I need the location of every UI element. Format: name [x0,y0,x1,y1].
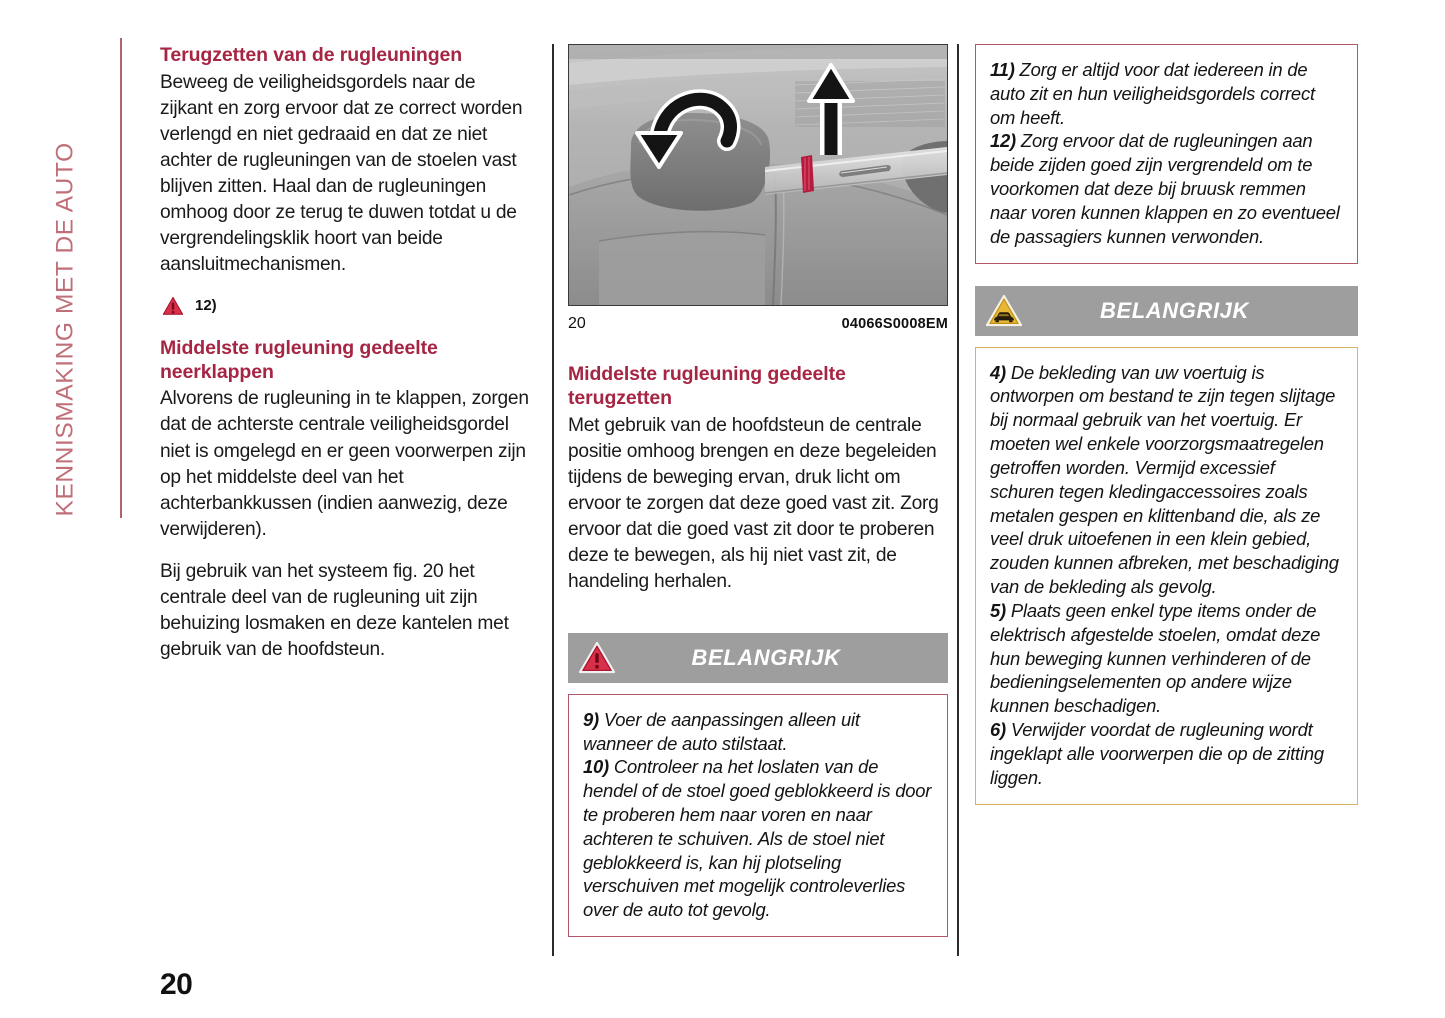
item-text: Voer de aanpassingen alleen uit wanneer de auto stilstaat. [583,708,860,754]
important-item [583,708,933,756]
note-item [990,58,1343,129]
item-lead: 6) [990,719,1006,741]
item-lead: 10) [583,756,609,778]
red-warning-triangle-icon [576,639,618,677]
middle-important-title: BELANGRIJK [691,644,841,670]
middle-paragraph-1: Met gebruik van de hoofdsteun de centrale positie omhoog brengen en deze begeleiden tijdens de beweging ervan, druk licht om ervoor te zorgen dat deze goed vast zit. Zorg ervoor dat die goed vast zit door te proberen deze te bewegen, als hij niet vast zit, de handeling herhalen. [568,414,939,592]
right-column [975,44,1358,805]
figure-caption [568,315,948,333]
important-item [990,718,1343,789]
left-heading-1: Terugzetten van de rugleuningen [160,44,463,66]
middle-column [568,44,948,937]
red-warning-triangle-icon [160,294,186,317]
left-paragraph-1: Beweeg de veiligheidsgordels naar de zijkant en zorg ervoor dat ze correct worden verlengd en niet gedraaid en dat ze niet achter de rugleuningen van de stoelen vast blijven zitten. Haal dan de rugleuningen omhoog door ze terug te duwen totdat u de vergrendelingsklik hoort van beide aansluitmechanismen. [160,71,523,275]
rear-seat-headrest-photo [568,44,948,306]
page-number: 20 [160,968,193,1001]
item-lead: 11) [990,59,1015,80]
column-divider-1 [552,44,554,956]
item-lead: 5) [990,599,1006,621]
right-important-box [975,347,1358,805]
middle-heading-1: Middelste rugleuning gedeelte terugzetten [568,363,846,409]
middle-important-header [568,633,948,683]
middle-important-box [568,694,948,937]
important-item [583,755,933,922]
item-lead: 9) [583,708,599,730]
section-tab-rule [120,38,122,518]
item-text: Zorg er altijd voor dat iedereen in de auto zit en hun veiligheidsgordels correct om heeft. [990,59,1315,128]
item-text: Plaats geen enkel type items onder de elektrisch afgestelde stoelen, omdat deze hun beweging kunnen verhinderen of de bedieningselementen op andere wijze kunnen beschadigen. [990,599,1321,717]
important-item [990,361,1343,599]
figure-code: 04066S0008EM [841,316,948,332]
left-column [160,44,532,663]
figure-block [568,44,948,333]
column-divider-2 [957,44,959,956]
item-lead: 4) [990,361,1006,383]
left-paragraph-3: Bij gebruik van het systeem fig. 20 het centrale deel van de rugleuning uit zijn behuizing losmaken en deze kantelen met gebruik van de hoofdsteun. [160,560,509,660]
right-important-header [975,286,1358,336]
yellow-vehicle-warning-triangle-icon [983,292,1025,330]
item-text: De bekleding van uw voertuig is ontworpen om bestand te zijn tegen slijtage bij normaal gebruik van het voertuig. Er moeten wel enkele voorzorgsmaatregelen getroffen worden. Vermijd excessief schuren tegen kledingaccessoires zoals metalen gespen en klittenband die, als ze veel druk uitoefenen in een klein gebied, zouden kunnen afbreken, met beschadiging van de bekleding als gevolg. [990,361,1339,598]
right-important-title: BELANGRIJK [1099,297,1249,323]
left-heading-2: Middelste rugleuning gedeelte neerklappen [160,336,438,383]
left-warning-number: 12) [195,296,217,314]
right-notes-box [975,44,1358,264]
item-lead: 12) [990,130,1016,152]
left-warning-marker [160,294,532,317]
item-text: Zorg ervoor dat de rugleuningen aan beide zijden goed zijn vergrendeld om te voorkomen dat deze bij bruusk remmen naar voren kunnen klappen en zo eventueel de passagiers kunnen verwonden. [990,130,1340,247]
section-tab [51,38,122,518]
figure-number: 20 [568,315,586,332]
section-tab-label: KENNISMAKING MET DE AUTO [51,141,79,516]
note-item [990,129,1343,248]
item-text: Verwijder voordat de rugleuning wordt ingeklapt alle voorwerpen die op de zitting liggen. [990,719,1324,788]
left-paragraph-2: Alvorens de rugleuning in te klappen, zorgen dat de achterste centrale veiligheidsgordel niet is omgelegd en er geen voorwerpen zijn op het middelste deel van het achterbankkussen (indien aanwezig, deze verwijderen). [160,388,529,540]
item-text: Controleer na het loslaten van de hendel of de stoel goed geblokkeerd is door te proberen hem naar voren en naar achteren te schuiven. Als de stoel niet geblokkeerd is, kan hij plotseling verschuiven met mogelijk controleverlies over de auto tot gevolg. [583,756,932,921]
important-item [990,599,1343,718]
